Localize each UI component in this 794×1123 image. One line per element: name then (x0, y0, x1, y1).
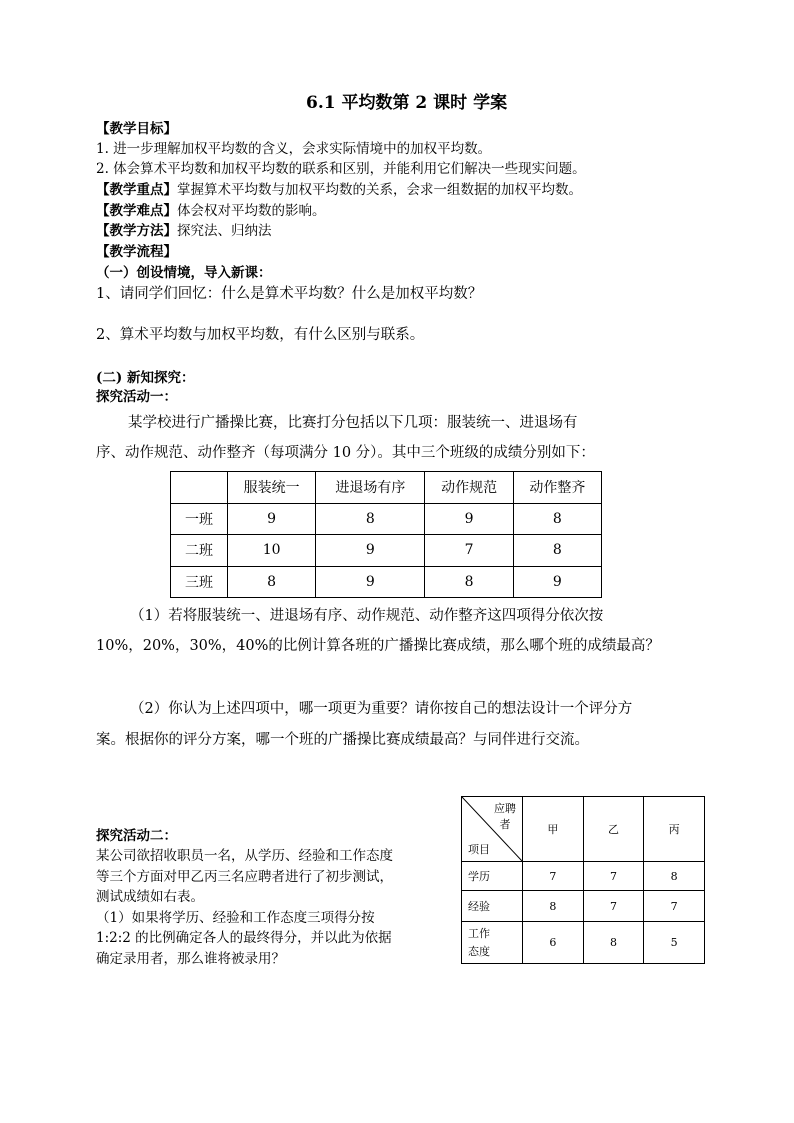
table-cell: 9 (425, 503, 513, 535)
table-cell: 9 (513, 566, 601, 598)
activity1-question-2-line2: 案。根据你的评分方案，哪一个班的广播操比赛成绩最高？与同伴进行交流。 (96, 732, 589, 748)
table-cell: 8 (583, 922, 644, 964)
table-cell: 9 (316, 535, 425, 567)
method-text: 探究法、归纳法 (177, 223, 272, 239)
section2-heading: (二) 新知探究： (96, 370, 195, 386)
corner-top-line1: 应聘 (494, 802, 516, 815)
table-cell: 7 (523, 862, 584, 891)
table-cell: 8 (228, 566, 316, 598)
objective-item-2: 2. 体会算术平均数和加权平均数的联系和区别，并能利用它们解决一些现实问题。 (96, 161, 586, 177)
row-label: 三班 (171, 566, 228, 598)
table-cell: 7 (583, 862, 644, 891)
activity2-text-line1: 某公司欲招收职员一名，从学历、经验和工作态度 (96, 848, 393, 864)
header-cell: 进退场有序 (316, 472, 425, 504)
corner-bottom-label: 项目 (468, 843, 490, 856)
header-cell: 乙 (583, 797, 644, 862)
row-label: 一班 (171, 503, 228, 535)
section1-heading: （一）创设情境，导入新课： (96, 265, 272, 281)
header-cell: 甲 (523, 797, 584, 862)
activity2-text-line3: 测试成绩如右表。 (96, 889, 204, 905)
row-label-line2: 态度 (468, 944, 490, 958)
key-point (96, 182, 582, 198)
row-label-line1: 工作 (468, 926, 490, 940)
key-point-text: 掌握算术平均数与加权平均数的关系，会求一组数据的加权平均数。 (177, 182, 582, 198)
table-cell: 7 (583, 891, 644, 922)
header-cell: 动作整齐 (513, 472, 601, 504)
section1-question-1: 1、请同学们回忆：什么是算术平均数？什么是加权平均数？ (96, 286, 483, 302)
section1-question-2: 2、算术平均数与加权平均数，有什么区别与联系。 (96, 327, 425, 343)
corner-top-label (494, 801, 516, 833)
table-cell: 5 (644, 922, 705, 964)
class-scores-table (170, 471, 602, 598)
difficulty-label: 【教学难点】 (96, 203, 177, 219)
activity1-label: 探究活动一： (96, 389, 177, 405)
key-point-label: 【教学重点】 (96, 182, 177, 198)
objectives-heading: 【教学目标】 (96, 121, 177, 137)
table-cell: 7 (644, 891, 705, 922)
activity2-label: 探究活动二： (96, 828, 177, 844)
table-corner-cell (171, 472, 228, 504)
table-cell: 9 (316, 566, 425, 598)
process-heading: 【教学流程】 (96, 244, 177, 260)
method-label: 【教学方法】 (96, 223, 177, 239)
diagonal-header-cell (462, 797, 523, 862)
table-header-row (462, 797, 705, 862)
table-cell: 9 (228, 503, 316, 535)
corner-top-line2: 者 (499, 818, 511, 831)
table-cell: 8 (425, 566, 513, 598)
table-row (462, 922, 705, 964)
activity2-text-line2: 等三个方面对甲乙丙三名应聘者进行了初步测试， (96, 869, 393, 885)
difficulty (96, 203, 326, 219)
objective-item-1: 1. 进一步理解加权平均数的含义，会求实际情境中的加权平均数。 (96, 141, 492, 157)
applicant-scores-table (461, 796, 705, 964)
activity1-intro-line2: 序、动作规范、动作整齐（每项满分 10 分）。其中三个班级的成绩分别如下： (96, 445, 595, 461)
activity2-question-line3: 确定录用者，那么谁将被录用？ (96, 951, 285, 967)
table-row (462, 862, 705, 891)
table-cell: 8 (513, 535, 601, 567)
activity1-question-2-line1: （2）你认为上述四项中，哪一项更为重要？请你按自己的想法设计一个评分方 (130, 701, 633, 717)
table-cell: 10 (228, 535, 316, 567)
table-row (171, 535, 602, 567)
table-row (462, 891, 705, 922)
row-label: 经验 (462, 891, 523, 922)
method (96, 223, 272, 239)
page-title: 6.1 平均数第 2 课时 学案 (306, 93, 508, 113)
table-cell: 6 (523, 922, 584, 964)
table-row (171, 566, 602, 598)
table-cell: 8 (513, 503, 601, 535)
activity1-question-1-line1: （1）若将服装统一、进退场有序、动作规范、动作整齐这四项得分依次按 (130, 608, 604, 624)
difficulty-text: 体会权对平均数的影响。 (177, 203, 326, 219)
table-cell: 8 (644, 862, 705, 891)
table-cell: 8 (523, 891, 584, 922)
table-header-row (171, 472, 602, 504)
header-cell: 服装统一 (228, 472, 316, 504)
row-label (462, 922, 523, 964)
row-label: 二班 (171, 535, 228, 567)
table-cell: 7 (425, 535, 513, 567)
header-cell: 动作规范 (425, 472, 513, 504)
activity2-question-line1: （1）如果将学历、经验和工作态度三项得分按 (96, 910, 375, 926)
row-label: 学历 (462, 862, 523, 891)
activity2-question-line2: 1:2:2 的比例确定各人的最终得分，并以此为依据 (96, 930, 392, 946)
header-cell: 丙 (644, 797, 705, 862)
activity1-question-1-line2: 10%，20%，30%，40%的比例计算各班的广播操比赛成绩，那么哪个班的成绩最高？ (96, 638, 660, 654)
table-row (171, 503, 602, 535)
activity1-intro-line1: 某学校进行广播操比赛，比赛打分包括以下几项：服装统一、进退场有 (128, 415, 578, 431)
table-cell: 8 (316, 503, 425, 535)
